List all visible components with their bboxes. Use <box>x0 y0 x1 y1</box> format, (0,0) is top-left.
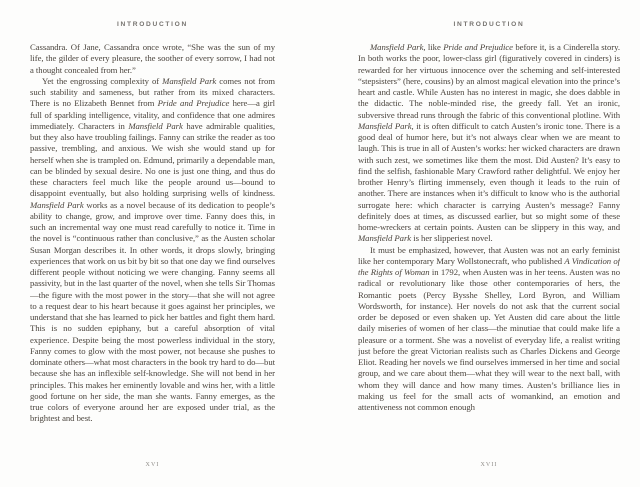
running-head-right: INTRODUCTION <box>453 21 525 28</box>
page-number-left: XVI <box>145 462 160 468</box>
page-body-right <box>358 42 620 454</box>
paragraph: Yet the engrossing complexity of Mansfield Park comes not from such stability and sameness, but rather from its mixed characters. There is no Elizabeth Bennet from Pride and Prejudice here—a girl full of sparkling intelligence, vitality, and confidence that one admires immediately. Characters in Mansfield Park have admirable qualities, but they also have troubling failings. Fanny can strike the reader as too passive, trembling, and anxious. We wish she would stand up for herself when she is trampled on. Edmund, primarily a dependable man, can be blinded by sexual desire. No one is just one thing, and thus do these characters feel much like the people around us—bound to disappoint eventually, but also holding surprising wells of kindness. Mansfield Park works as a novel because of its dedication to people’s ability to change, grow, and improve over time. Fanny does this, in such an incremental way one must read carefully to notice it. Time in the novel is “continuous rather than conclusive,” as the Austen scholar Susan Morgan describes it. In other words, it drops slowly, bringing experiences that work on us bit by bit so that one day we find ourselves different people without noticing we were changing. Fanny seems all passivity, but in the last quarter of the novel, when she tells Sir Thomas—the figure with the most power in the story—that she will not agree to a request dear to his heart because it goes against her principles, we understand that she has learned to pick her battles and fight them hard. This is no sudden epiphany, but a careful absorption of vital experience. Despite being the most powerless individual in the story, Fanny comes to glow with the most power, not because she pushes to dominate others—what most characters in the book try hard to do—but because she has an inflexible self-knowledge. She will not bend in her principles. This makes her eminently lovable and wins her, with a little good fortune on her side, the man she wants. Fanny emerges, as the true colors of everyone around her are exposed under trial, as the brightest and best. <box>30 75 275 424</box>
paragraph: It must be emphasized, however, that Austen was not an early feminist like her contemporary Mary Wollstonecraft, who published A Vindication of the Rights of Woman in 1792, when Austen was in her teens. Austen was no radical or revolutionary like those other contemporaries of hers, the Romantic poets (Percy Bysshe Shelley, Lord Byron, and William Wordsworth, for instance). Her novels do not ask that the current social order be deposed or even shaken up. Yet Austen did care about the little daily miseries of women of her class—the minutiae that could make life a pleasure or a torment. She was a novelist of everyday life, a realist writing just before the great Victorian realists such as Charles Dickens and George Eliot. Reading her novels we find ourselves immersed in her time and social group, and we care about them—what they will wear to the next ball, with whom they will dance and how many times. Austen’s brilliance lies in making us feel for the small acts of womankind, an emotion and attentiveness not common enough <box>358 244 620 412</box>
page-right <box>358 0 620 487</box>
running-head-left: INTRODUCTION <box>117 21 188 28</box>
page-number-right: XVII <box>480 462 498 468</box>
page-left <box>30 0 275 487</box>
paragraph: Cassandra. Of Jane, Cassandra once wrote, “She was the sun of my life, the gilder of every pleasure, the soother of every sorrow, I had not a thought concealed from her.” <box>30 42 275 75</box>
paragraph: Mansfield Park, like Pride and Prejudice before it, is a Cinderella story. In both works the poor, lower-class girl (figuratively covered in cinders) is rewarded for her virtuous innocence over the scheming and self-interested “stepsisters” (here, cousins) by an almost magical elevation into the prince’s heart and castle. While Austen has no interest in magic, she does dabble in the didactic. The noble-minded rise, the greedy fall. Yet an ironic, subversive thread runs through the fabric of this conventional plotline. With Mansfield Park, it is often difficult to catch Austen’s ironic tone. There is a good deal of humor here, but it’s not always clear when we are meant to laugh. This is true in all of Austen’s works: her wicked characters are drawn with such zest, we sometimes like them the most. Did Austen? It’s easy to find the selfish, fashionable Mary Crawford rather delightful. We enjoy her brother Henry’s flirting immensely, even though it leads to the ruin of another. There are instances when it’s difficult to know who is the authorial surrogate here: which character is carrying Austen’s message? Fanny definitely does at times, as discussed earlier, but so might some of these home-wreckers at certain points. Austen can be slippery in this way, and Mansfield Park is her slipperiest novel. <box>358 42 620 244</box>
page-body-left <box>30 42 275 454</box>
